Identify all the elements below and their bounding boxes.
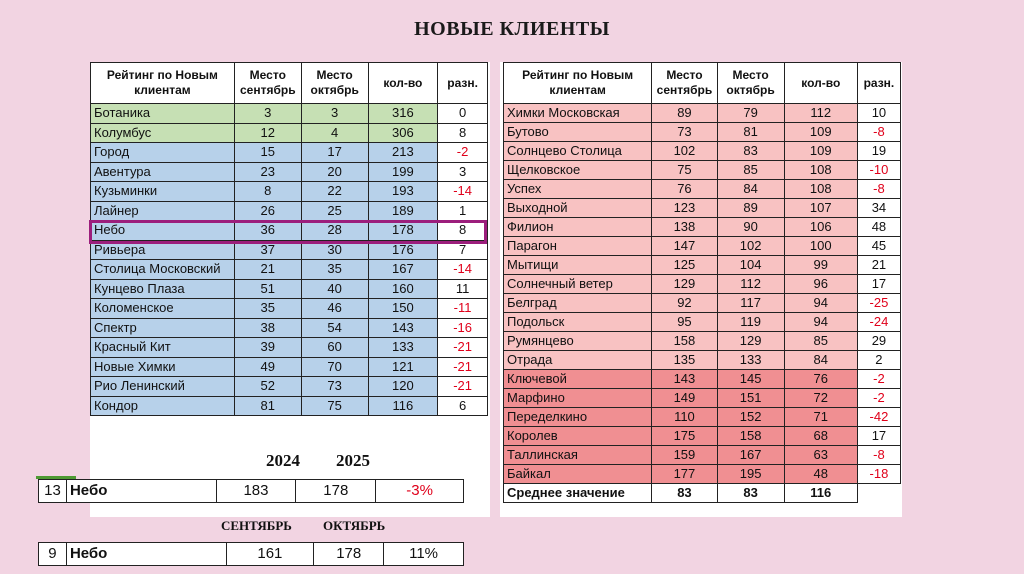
- club-name: Щелковское: [504, 161, 652, 180]
- place-oct: 3: [301, 104, 368, 124]
- summary-name: Небо: [66, 480, 216, 503]
- place-sep: 92: [652, 294, 717, 313]
- place-oct: 195: [717, 465, 784, 484]
- place-sep: 143: [652, 370, 717, 389]
- qty: 116: [368, 396, 438, 416]
- place-oct: 46: [301, 299, 368, 319]
- summary-rank: 9: [39, 543, 67, 566]
- table-row: [91, 299, 488, 319]
- summary-value-oct: 178: [314, 543, 384, 566]
- place-oct: 167: [717, 446, 784, 465]
- place-sep: 129: [652, 275, 717, 294]
- summary-percent-change: -3%: [376, 480, 464, 503]
- summary-year-table: [38, 479, 464, 503]
- summary-percent-change: 11%: [384, 543, 464, 566]
- header-diff: разн.: [438, 63, 488, 104]
- qty: 107: [784, 199, 857, 218]
- place-sep: 73: [652, 123, 717, 142]
- place-oct: 40: [301, 279, 368, 299]
- place-oct: 145: [717, 370, 784, 389]
- table-row: [91, 182, 488, 202]
- table-row: [91, 357, 488, 377]
- club-name: Столица Московский: [91, 260, 235, 280]
- club-name: Филион: [504, 218, 652, 237]
- diff: 7: [438, 240, 488, 260]
- qty: 71: [784, 408, 857, 427]
- place-oct: 117: [717, 294, 784, 313]
- qty: 112: [784, 104, 857, 123]
- qty: 121: [368, 357, 438, 377]
- header-place-oct: Место октябрь: [301, 63, 368, 104]
- club-name: Красный Кит: [91, 338, 235, 358]
- table-row: [504, 332, 901, 351]
- table-row: [91, 201, 488, 221]
- table-row: [504, 370, 901, 389]
- place-oct: 22: [301, 182, 368, 202]
- place-oct: 4: [301, 123, 368, 143]
- club-name: Солнечный ветер: [504, 275, 652, 294]
- place-sep: 36: [234, 221, 301, 241]
- place-sep: 125: [652, 256, 717, 275]
- club-name: Химки Московская: [504, 104, 652, 123]
- place-oct: 152: [717, 408, 784, 427]
- diff: 2: [857, 351, 900, 370]
- table-row: [91, 104, 488, 124]
- place-sep: 123: [652, 199, 717, 218]
- diff: 0: [438, 104, 488, 124]
- place-sep: 177: [652, 465, 717, 484]
- month-sep-label: СЕНТЯБРЬ: [221, 518, 292, 533]
- place-sep: 8: [234, 182, 301, 202]
- place-sep: 52: [234, 377, 301, 397]
- place-oct: 83: [717, 142, 784, 161]
- diff: 19: [857, 142, 900, 161]
- place-oct: 151: [717, 389, 784, 408]
- club-name: Королев: [504, 427, 652, 446]
- club-name: Спектр: [91, 318, 235, 338]
- place-sep: 3: [234, 104, 301, 124]
- table-row: [91, 318, 488, 338]
- diff: -2: [438, 143, 488, 163]
- diff: 34: [857, 199, 900, 218]
- place-sep: 147: [652, 237, 717, 256]
- club-name: Лайнер: [91, 201, 235, 221]
- place-oct: 17: [301, 143, 368, 163]
- place-sep: 95: [652, 313, 717, 332]
- table-row: [504, 446, 901, 465]
- club-name: Бутово: [504, 123, 652, 142]
- diff: 1: [438, 201, 488, 221]
- year-2024-label: 2024: [266, 451, 300, 470]
- table-row: [504, 256, 901, 275]
- page-title: НОВЫЕ КЛИЕНТЫ: [414, 18, 610, 40]
- diff: -25: [857, 294, 900, 313]
- diff: -2: [857, 389, 900, 408]
- club-name: Кондор: [91, 396, 235, 416]
- qty: 213: [368, 143, 438, 163]
- place-oct: 25: [301, 201, 368, 221]
- table-row: [504, 218, 901, 237]
- club-name: Небо: [91, 221, 235, 241]
- place-oct: 35: [301, 260, 368, 280]
- summary-year-row: [39, 480, 464, 503]
- place-oct: 158: [717, 427, 784, 446]
- place-sep: 23: [234, 162, 301, 182]
- diff: -18: [857, 465, 900, 484]
- place-oct: 28: [301, 221, 368, 241]
- place-sep: 38: [234, 318, 301, 338]
- place-oct: 129: [717, 332, 784, 351]
- place-sep: 35: [234, 299, 301, 319]
- place-oct: 75: [301, 396, 368, 416]
- average-qty: 116: [784, 484, 857, 503]
- table-row: [504, 237, 901, 256]
- place-sep: 39: [234, 338, 301, 358]
- club-name: Ривьера: [91, 240, 235, 260]
- qty: 316: [368, 104, 438, 124]
- club-name: Рио Ленинский: [91, 377, 235, 397]
- qty: 150: [368, 299, 438, 319]
- table-row: [91, 396, 488, 416]
- header-qty: кол-во: [784, 63, 857, 104]
- qty: 94: [784, 313, 857, 332]
- diff: 11: [438, 279, 488, 299]
- table-row: [91, 279, 488, 299]
- year-2025-label: 2025: [336, 451, 370, 470]
- club-name: Марфино: [504, 389, 652, 408]
- place-sep: 21: [234, 260, 301, 280]
- qty: 193: [368, 182, 438, 202]
- club-name: Белград: [504, 294, 652, 313]
- table-row: [504, 275, 901, 294]
- qty: 306: [368, 123, 438, 143]
- table-row: [504, 351, 901, 370]
- place-sep: 138: [652, 218, 717, 237]
- place-oct: 81: [717, 123, 784, 142]
- diff: -11: [438, 299, 488, 319]
- summary-month-row: [39, 543, 464, 566]
- table-row: [504, 123, 901, 142]
- place-oct: 89: [717, 199, 784, 218]
- header-qty: кол-во: [368, 63, 438, 104]
- table-row: [504, 313, 901, 332]
- place-sep: 81: [234, 396, 301, 416]
- club-name: Кузьминки: [91, 182, 235, 202]
- diff: 45: [857, 237, 900, 256]
- place-oct: 73: [301, 377, 368, 397]
- table-row: [91, 221, 488, 241]
- summary-value-2024: 183: [216, 480, 296, 503]
- diff: 17: [857, 275, 900, 294]
- table-row: [91, 240, 488, 260]
- header-place-sep: Место сентябрь: [652, 63, 717, 104]
- header-diff: разн.: [857, 63, 900, 104]
- summary-name: Небо: [66, 543, 226, 566]
- qty: 63: [784, 446, 857, 465]
- place-sep: 110: [652, 408, 717, 427]
- qty: 72: [784, 389, 857, 408]
- place-sep: 159: [652, 446, 717, 465]
- diff: 48: [857, 218, 900, 237]
- table-row: [91, 143, 488, 163]
- month-oct-label: ОКТЯБРЬ: [323, 518, 386, 533]
- club-name: Новые Химки: [91, 357, 235, 377]
- diff: -8: [857, 180, 900, 199]
- qty: 76: [784, 370, 857, 389]
- left-rating-table: [90, 62, 488, 416]
- qty: 106: [784, 218, 857, 237]
- table-row: [504, 427, 901, 446]
- qty: 108: [784, 161, 857, 180]
- table-row: [504, 465, 901, 484]
- qty: 109: [784, 123, 857, 142]
- diff: -21: [438, 338, 488, 358]
- club-name: Коломенское: [91, 299, 235, 319]
- club-name: Ключевой: [504, 370, 652, 389]
- qty: 96: [784, 275, 857, 294]
- table-row: [504, 142, 901, 161]
- place-sep: 15: [234, 143, 301, 163]
- table-row: [504, 294, 901, 313]
- place-oct: 79: [717, 104, 784, 123]
- place-sep: 37: [234, 240, 301, 260]
- qty: 99: [784, 256, 857, 275]
- place-oct: 133: [717, 351, 784, 370]
- right-rating-table: [503, 62, 901, 503]
- place-sep: 149: [652, 389, 717, 408]
- place-sep: 12: [234, 123, 301, 143]
- diff: 29: [857, 332, 900, 351]
- table-row: [504, 161, 901, 180]
- diff: -21: [438, 377, 488, 397]
- place-oct: 90: [717, 218, 784, 237]
- diff: 21: [857, 256, 900, 275]
- club-name: Город: [91, 143, 235, 163]
- summary-value-2025: 178: [296, 480, 376, 503]
- header-rating: Рейтинг по Новым клиентам: [504, 63, 652, 104]
- diff: -16: [438, 318, 488, 338]
- club-name: Таллинская: [504, 446, 652, 465]
- diff: -14: [438, 182, 488, 202]
- diff: -8: [857, 123, 900, 142]
- qty: 143: [368, 318, 438, 338]
- place-sep: 49: [234, 357, 301, 377]
- club-name: Выходной: [504, 199, 652, 218]
- qty: 94: [784, 294, 857, 313]
- qty: 199: [368, 162, 438, 182]
- qty: 176: [368, 240, 438, 260]
- table-row: [504, 389, 901, 408]
- club-name: Подольск: [504, 313, 652, 332]
- place-oct: 104: [717, 256, 784, 275]
- summary-month-table: [38, 542, 464, 566]
- club-name: Отрада: [504, 351, 652, 370]
- average-diff-empty: [857, 484, 900, 503]
- diff: 6: [438, 396, 488, 416]
- table-row: [91, 162, 488, 182]
- diff: 17: [857, 427, 900, 446]
- diff: -10: [857, 161, 900, 180]
- diff: -42: [857, 408, 900, 427]
- qty: 84: [784, 351, 857, 370]
- place-oct: 119: [717, 313, 784, 332]
- average-label: Среднее значение: [504, 484, 652, 503]
- diff: -14: [438, 260, 488, 280]
- summary-value-sep: 161: [226, 543, 314, 566]
- place-oct: 84: [717, 180, 784, 199]
- qty: 133: [368, 338, 438, 358]
- diff: 10: [857, 104, 900, 123]
- place-sep: 175: [652, 427, 717, 446]
- header-rating: Рейтинг по Новым клиентам: [91, 63, 235, 104]
- place-oct: 54: [301, 318, 368, 338]
- table-row: [504, 199, 901, 218]
- diff: -2: [857, 370, 900, 389]
- qty: 68: [784, 427, 857, 446]
- diff: -24: [857, 313, 900, 332]
- qty: 85: [784, 332, 857, 351]
- place-sep: 26: [234, 201, 301, 221]
- place-sep: 89: [652, 104, 717, 123]
- place-sep: 135: [652, 351, 717, 370]
- diff: -21: [438, 357, 488, 377]
- qty: 189: [368, 201, 438, 221]
- diff: -8: [857, 446, 900, 465]
- place-oct: 85: [717, 161, 784, 180]
- qty: 120: [368, 377, 438, 397]
- qty: 167: [368, 260, 438, 280]
- header-place-sep: Место сентябрь: [234, 63, 301, 104]
- place-oct: 70: [301, 357, 368, 377]
- place-sep: 75: [652, 161, 717, 180]
- place-sep: 76: [652, 180, 717, 199]
- club-name: Авентура: [91, 162, 235, 182]
- table-row: [91, 338, 488, 358]
- club-name: Колумбус: [91, 123, 235, 143]
- place-oct: 30: [301, 240, 368, 260]
- place-oct: 20: [301, 162, 368, 182]
- qty: 178: [368, 221, 438, 241]
- diff: 3: [438, 162, 488, 182]
- club-name: Переделкино: [504, 408, 652, 427]
- club-name: Кунцево Плаза: [91, 279, 235, 299]
- club-name: Мытищи: [504, 256, 652, 275]
- diff: 8: [438, 123, 488, 143]
- table-row: [91, 123, 488, 143]
- place-sep: 102: [652, 142, 717, 161]
- qty: 100: [784, 237, 857, 256]
- club-name: Солнцево Столица: [504, 142, 652, 161]
- table-row: [504, 408, 901, 427]
- diff: 8: [438, 221, 488, 241]
- qty: 108: [784, 180, 857, 199]
- place-oct: 112: [717, 275, 784, 294]
- club-name: Успех: [504, 180, 652, 199]
- qty: 48: [784, 465, 857, 484]
- average-oct: 83: [717, 484, 784, 503]
- average-row: [504, 484, 901, 503]
- header-place-oct: Место октябрь: [717, 63, 784, 104]
- place-sep: 51: [234, 279, 301, 299]
- summary-rank: 13: [39, 480, 67, 503]
- club-name: Байкал: [504, 465, 652, 484]
- table-row: [504, 104, 901, 123]
- place-oct: 102: [717, 237, 784, 256]
- qty: 160: [368, 279, 438, 299]
- club-name: Румянцево: [504, 332, 652, 351]
- club-name: Ботаника: [91, 104, 235, 124]
- qty: 109: [784, 142, 857, 161]
- club-name: Парагон: [504, 237, 652, 256]
- table-row: [91, 377, 488, 397]
- place-oct: 60: [301, 338, 368, 358]
- average-sep: 83: [652, 484, 717, 503]
- place-sep: 158: [652, 332, 717, 351]
- table-row: [504, 180, 901, 199]
- table-row: [91, 260, 488, 280]
